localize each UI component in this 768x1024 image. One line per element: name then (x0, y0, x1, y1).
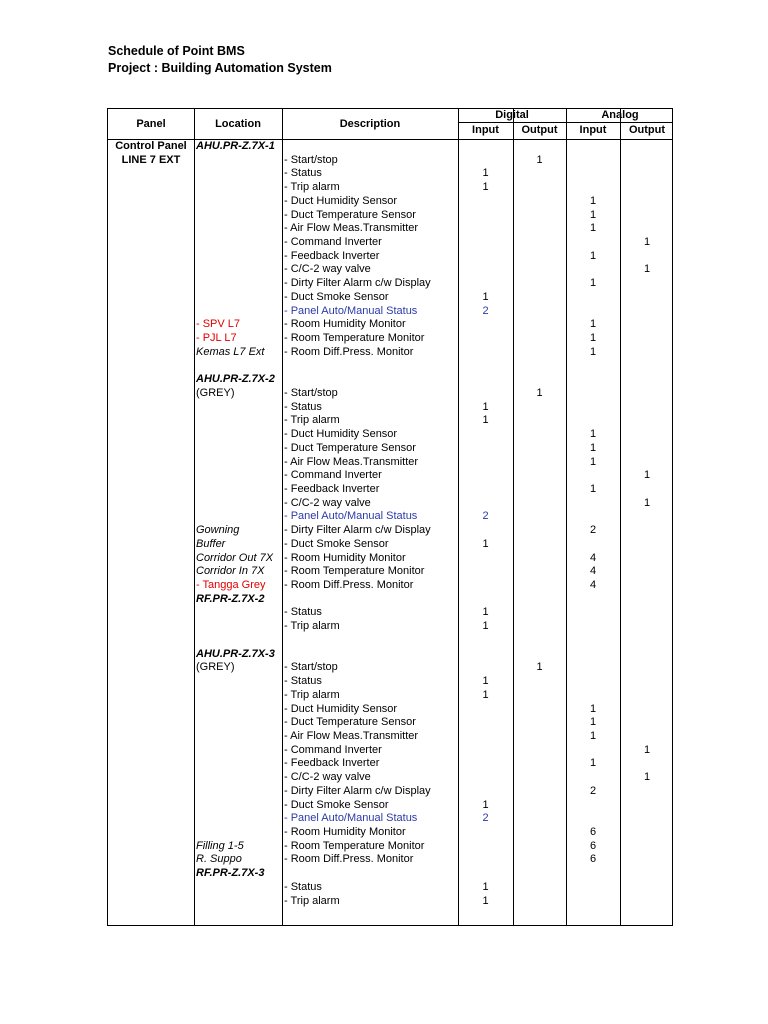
description-cell: - Status (284, 606, 322, 619)
digital-input-value: 1 (482, 675, 489, 688)
description-cell: - Trip alarm (284, 414, 340, 427)
description-cell: - Duct Temperature Sensor (284, 208, 416, 221)
description-cell: - Room Temperature Monitor (284, 332, 425, 345)
panel-line: LINE 7 EXT (121, 154, 181, 166)
location-cell: Filling 1-5 (196, 839, 244, 852)
description-cell: - Room Temperature Monitor (284, 565, 425, 578)
description-cell: - Duct Smoke Sensor (284, 290, 389, 303)
location-cell: (GREY) (196, 661, 235, 674)
location-cell: (GREY) (196, 386, 235, 399)
description-cell: - C/C-2 way valve (284, 263, 371, 276)
analog-input-value: 1 (589, 757, 597, 770)
description-cell: - Start/stop (284, 153, 338, 166)
description-cell: - Command Inverter (284, 236, 382, 249)
digital-input-value: 1 (482, 620, 489, 633)
description-cell: - Duct Smoke Sensor (284, 537, 389, 550)
description-cell: - Dirty Filter Alarm c/w Display (284, 784, 431, 797)
analog-output-value: 1 (643, 496, 651, 509)
description-cell: - Duct Humidity Sensor (284, 194, 398, 207)
digital-output-value: 1 (536, 153, 543, 166)
description-cell: - Trip alarm (284, 181, 340, 194)
description-cell: - Status (284, 400, 322, 413)
digital-input-value: 1 (482, 400, 489, 413)
analog-input-value: 6 (589, 826, 597, 838)
description-cell: - Command Inverter (284, 743, 382, 756)
col-divider (513, 109, 514, 925)
location-cell: Buffer (196, 537, 226, 550)
points-schedule-table (107, 108, 673, 926)
description-cell: - Status (284, 167, 322, 180)
description-cell: - Room Diff.Press. Monitor (284, 345, 414, 358)
description-cell: - Trip alarm (284, 620, 340, 633)
digital-input-value: 1 (482, 414, 489, 427)
header-location: Location (215, 118, 261, 130)
location-cell: RF.PR-Z.7X-2 (196, 592, 265, 605)
digital-input-value: 1 (482, 537, 489, 550)
analog-input-value: 2 (589, 784, 597, 797)
analog-input-value: 1 (589, 455, 597, 468)
location-cell: Gowning (196, 524, 240, 537)
header-analog-input: Input (579, 124, 607, 136)
analog-input-value: 1 (589, 318, 597, 331)
analog-input-value: 1 (589, 483, 597, 495)
digital-input-value: 2 (482, 304, 489, 317)
location-cell: - Tangga Grey (196, 579, 266, 592)
description-cell: - C/C-2 way valve (284, 771, 371, 784)
analog-output-value: 1 (643, 236, 651, 249)
digital-input-value: 2 (482, 510, 489, 523)
description-cell: - Panel Auto/Manual Status (284, 304, 418, 317)
description-cell: - Duct Humidity Sensor (284, 428, 398, 441)
analog-output-value: 1 (643, 743, 651, 756)
analog-input-value: 6 (589, 853, 597, 866)
header-digital-output: Output (521, 124, 558, 136)
location-cell: Corridor Out 7X (196, 551, 274, 564)
location-cell: RF.PR-Z.7X-3 (196, 867, 265, 880)
description-cell: - Duct Temperature Sensor (284, 716, 416, 729)
analog-input-value: 1 (589, 702, 597, 715)
col-divider (282, 109, 283, 925)
description-cell: - Start/stop (284, 386, 338, 399)
header-panel: Panel (136, 118, 166, 130)
description-cell: - Duct Temperature Sensor (284, 441, 416, 454)
description-cell: - Duct Humidity Sensor (284, 702, 398, 715)
analog-input-value: 4 (589, 551, 597, 564)
header-digital: Digital (495, 109, 529, 121)
analog-input-value: 1 (589, 441, 597, 454)
description-cell: - Feedback Inverter (284, 483, 380, 495)
location-cell: AHU.PR-Z.7X-2 (196, 373, 275, 386)
description-cell: - Trip alarm (284, 894, 340, 907)
description-cell: - Start/stop (284, 661, 338, 674)
description-cell: - Duct Smoke Sensor (284, 798, 389, 811)
project-title: Project : Building Automation System (108, 61, 332, 75)
location-cell: AHU.PR-Z.7X-3 (196, 647, 275, 660)
description-cell: - Panel Auto/Manual Status (284, 812, 418, 825)
description-cell: - Air Flow Meas.Transmitter (284, 222, 419, 235)
description-cell: - Dirty Filter Alarm c/w Display (284, 524, 431, 537)
analog-input-value: 1 (589, 716, 597, 729)
col-divider (620, 109, 621, 925)
digital-output-value: 1 (536, 386, 543, 399)
digital-input-value: 1 (482, 606, 489, 619)
description-cell: - Room Diff.Press. Monitor (284, 853, 414, 866)
description-cell: - Command Inverter (284, 469, 382, 482)
description-cell: - Feedback Inverter (284, 249, 380, 262)
panel-name: Control Panel (115, 140, 187, 152)
analog-input-value: 1 (589, 277, 597, 290)
header-description: Description (339, 118, 401, 130)
analog-input-value: 4 (589, 565, 597, 578)
description-cell: - Dirty Filter Alarm c/w Display (284, 277, 431, 290)
analog-input-value: 1 (589, 222, 597, 235)
analog-input-value: 1 (589, 249, 597, 262)
location-cell: Corridor In 7X (196, 565, 265, 578)
description-cell: - Room Diff.Press. Monitor (284, 579, 414, 592)
description-cell: - Panel Auto/Manual Status (284, 510, 418, 523)
analog-input-value: 1 (589, 194, 597, 207)
col-divider (194, 109, 195, 925)
subheader-divider (458, 122, 672, 123)
header-digital-input: Input (472, 124, 499, 136)
document-title: Schedule of Point BMS (108, 44, 245, 58)
analog-input-value: 4 (589, 579, 597, 592)
digital-input-value: 1 (482, 290, 489, 303)
digital-input-value: 1 (482, 181, 489, 194)
analog-input-value: 1 (589, 428, 597, 441)
description-cell: - Feedback Inverter (284, 757, 380, 770)
description-cell: - Status (284, 880, 322, 893)
description-cell: - C/C-2 way valve (284, 496, 371, 509)
digital-input-value: 1 (482, 894, 489, 907)
location-cell: - SPV L7 (196, 318, 241, 331)
analog-input-value: 6 (589, 839, 597, 852)
analog-input-value: 1 (589, 332, 597, 345)
description-cell: - Room Humidity Monitor (284, 551, 406, 564)
analog-output-value: 1 (643, 771, 651, 784)
analog-input-value: 1 (589, 345, 597, 358)
description-cell: - Air Flow Meas.Transmitter (284, 729, 419, 742)
description-cell: - Air Flow Meas.Transmitter (284, 455, 419, 468)
location-cell: Kemas L7 Ext (196, 345, 265, 358)
location-cell: AHU.PR-Z.7X-1 (196, 140, 275, 152)
description-cell: - Room Temperature Monitor (284, 839, 425, 852)
description-cell: - Status (284, 675, 322, 688)
analog-input-value: 1 (589, 208, 597, 221)
description-cell: - Room Humidity Monitor (284, 826, 406, 838)
digital-input-value: 1 (482, 167, 489, 180)
description-cell: - Room Humidity Monitor (284, 318, 406, 331)
digital-input-value: 2 (482, 812, 489, 825)
description-cell: - Trip alarm (284, 688, 340, 701)
analog-input-value: 2 (589, 524, 597, 537)
analog-output-value: 1 (643, 469, 651, 482)
location-cell: R. Suppo (196, 853, 242, 866)
digital-output-value: 1 (536, 661, 543, 674)
analog-output-value: 1 (643, 263, 651, 276)
digital-input-value: 1 (482, 880, 489, 893)
analog-input-value: 1 (589, 729, 597, 742)
digital-input-value: 1 (482, 798, 489, 811)
digital-input-value: 1 (482, 688, 489, 701)
header-analog-output: Output (628, 124, 666, 136)
location-cell: - PJL L7 (196, 332, 237, 345)
header-analog: Analog (601, 109, 639, 121)
